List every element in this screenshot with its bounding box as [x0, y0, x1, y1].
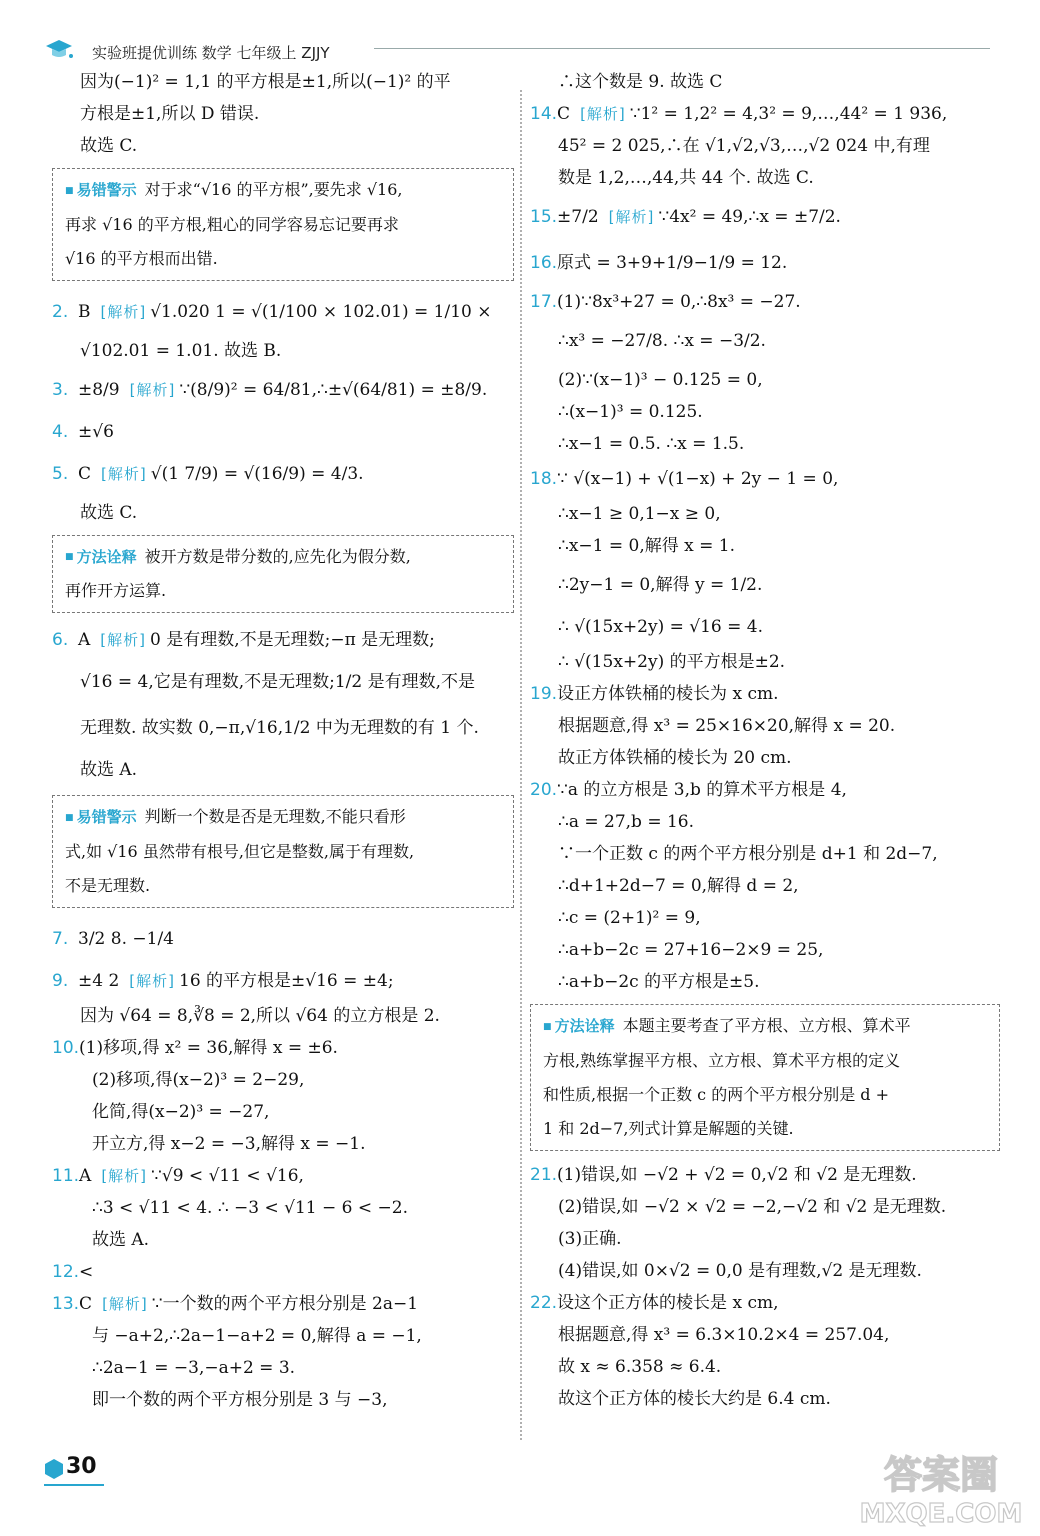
tip-line: 式,如 √16 虽然带有根号,但它是整数,属于有理数,	[65, 841, 415, 861]
answer-text: ∴ √(15x+2y) = √16 = 4.	[558, 617, 763, 637]
analysis-text: ∵4x² = 49,∴x = ±7/2.	[658, 207, 841, 227]
answer-text: (3)正确.	[558, 1228, 622, 1249]
answer-line	[530, 460, 1000, 498]
tip-line: ■ 易错警示 判断一个数是否是无理数,不能只看形	[65, 800, 503, 835]
analysis-tag: [解析]	[100, 302, 147, 321]
answer-line	[52, 1128, 514, 1160]
tip-line: ■ 方法诠释 本题主要考查了平方根、立方根、算术平	[543, 1009, 989, 1044]
answer-line	[530, 498, 1000, 530]
answer-line	[530, 562, 1000, 608]
left-column	[52, 66, 514, 1416]
answer-text: ∴3 < √11 < 4. ∴ −3 < √11 − 6 < −2.	[92, 1197, 409, 1218]
answer-text: ±4 2	[78, 970, 120, 991]
tip-line: √16 的平方根而出错.	[65, 248, 218, 268]
answer-line	[530, 870, 1000, 902]
analysis-tag: [解析]	[101, 1166, 148, 1185]
answer-line	[530, 608, 1000, 646]
question-number: 6.	[52, 630, 69, 650]
answer-line	[52, 1320, 514, 1352]
analysis-tag: [解析]	[101, 464, 147, 483]
answer-text: 3/2 8. −1/4	[78, 928, 174, 949]
answer-line	[530, 1191, 1000, 1223]
right-column	[530, 66, 1000, 1415]
answer-line	[530, 1255, 1000, 1287]
answer-text: 故正方体铁桶的棱长为 20 cm.	[558, 748, 792, 768]
question-number: 12.	[52, 1261, 80, 1282]
answer-text: ∴d+1+2d−7 = 0,解得 d = 2,	[558, 876, 799, 896]
page-number-badge	[44, 1454, 106, 1486]
answer-text: ±√6	[78, 421, 114, 442]
tip-tag: ■ 易错警示	[65, 808, 137, 826]
answer-line	[530, 966, 1000, 998]
tip-line: 方根,熟练掌握平方根、立方根、算术平方根的定义	[543, 1050, 901, 1070]
answer-line	[52, 1032, 514, 1064]
header-title: 实验班提优训练 数学 七年级上 ZJJY	[92, 44, 330, 62]
answer-text: ∴x³ = −27/8. ∴x = −3/2.	[558, 331, 766, 351]
tip-box	[530, 1004, 1000, 1151]
answer-text: 原式 = 3+9+1/9−1/9 = 12.	[557, 253, 788, 273]
page-number: 30	[66, 1454, 97, 1479]
tip-line: 1 和 2d−7,列式计算是解题的关键.	[543, 1118, 794, 1138]
tip-line: ■ 方法诠释 被开方数是带分数的,应先化为假分数,	[65, 540, 503, 575]
answer-line	[530, 1383, 1000, 1415]
answer-line	[52, 451, 514, 497]
tip-tag: ■ 方法诠释	[65, 548, 137, 566]
answer-text: ∴a+b−2c 的平方根是±5.	[558, 972, 760, 992]
answer-line	[530, 774, 1000, 806]
answer-line	[52, 130, 514, 162]
answer-line	[530, 194, 1000, 240]
answer-line	[52, 1288, 514, 1320]
answer-line	[52, 367, 514, 413]
tip-box	[52, 795, 514, 908]
watermark-logo	[856, 1444, 1026, 1530]
answer-text: A	[79, 1165, 92, 1186]
answer-text: ∴2a−1 = −3,−a+2 = 3.	[92, 1357, 296, 1378]
answer-text: C	[78, 463, 92, 484]
answer-line	[52, 98, 514, 130]
answer-text: 设正方体铁桶的棱长为 x cm.	[557, 684, 779, 704]
answer-line	[530, 396, 1000, 428]
page-number-underline	[44, 1484, 104, 1486]
answer-text: (2)∵(x−1)³ − 0.125 = 0,	[558, 370, 763, 390]
question-number: 19.	[530, 684, 558, 704]
answer-text: B	[78, 301, 91, 322]
answer-text: ∵一个正数 c 的两个平方根分别是 d+1 和 2d−7,	[558, 844, 938, 864]
answer-line	[530, 934, 1000, 966]
question-number: 9.	[52, 970, 69, 991]
answer-text: ∴这个数是 9. 故选 C	[558, 72, 723, 92]
answer-text: ∴x−1 = 0.5. ∴x = 1.5.	[558, 434, 745, 454]
answer-line	[52, 1384, 514, 1416]
answer-text: ∴c = (2+1)² = 9,	[558, 908, 701, 928]
answer-text: ∵ √(x−1) + √(1−x) + 2y − 1 = 0,	[557, 469, 839, 489]
answer-line	[530, 162, 1000, 194]
answer-line	[530, 1159, 1000, 1191]
tip-box	[52, 168, 514, 281]
question-number: 15.	[530, 207, 558, 227]
page-marker-icon	[44, 1458, 64, 1480]
answer-line	[530, 646, 1000, 678]
tip-box	[52, 535, 514, 614]
answer-line	[52, 413, 514, 451]
answer-line	[530, 742, 1000, 774]
question-number: 20.	[530, 780, 558, 800]
answer-line	[52, 1096, 514, 1128]
answer-text: √102.01 = 1.01. 故选 B.	[80, 340, 282, 361]
answer-text: 故选 C.	[80, 502, 138, 523]
answer-line	[52, 705, 514, 751]
answer-text: (4)错误,如 0×√2 = 0,0 是有理数,√2 是无理数.	[558, 1260, 922, 1281]
answer-text: 故选 C.	[80, 136, 138, 156]
answer-line	[530, 806, 1000, 838]
answer-line	[52, 335, 514, 367]
tip-tag: ■ 方法诠释	[543, 1017, 615, 1035]
answer-line	[530, 130, 1000, 162]
answer-text: 化简,得(x−2)³ = −27,	[92, 1101, 270, 1122]
question-number: 4.	[52, 421, 69, 442]
answer-text: ∴x−1 ≥ 0,1−x ≥ 0,	[558, 504, 721, 524]
answer-line	[52, 621, 514, 659]
graduation-cap-icon	[44, 36, 74, 62]
analysis-tag: [解析]	[129, 380, 176, 399]
answer-line	[52, 66, 514, 98]
answer-line	[52, 1160, 514, 1192]
answer-line	[52, 289, 514, 335]
answer-line	[52, 962, 514, 1000]
answer-text: ∴2y−1 = 0,解得 y = 1/2.	[558, 575, 763, 595]
answer-line	[530, 364, 1000, 396]
answer-line	[52, 1064, 514, 1096]
answer-text: (2)移项,得(x−2)³ = 2−29,	[92, 1069, 305, 1090]
analysis-tag: [解析]	[580, 105, 626, 123]
watermark-text: 答案圈	[883, 1453, 999, 1497]
answer-line	[52, 659, 514, 705]
answer-line	[52, 497, 514, 529]
answer-text: (1)移项,得 x² = 36,解得 x = ±6.	[79, 1037, 338, 1058]
analysis-text: 16 的平方根是±√16 = ±4;	[179, 970, 394, 991]
answer-text: C	[79, 1293, 93, 1314]
answer-line	[530, 428, 1000, 460]
question-number: 17.	[530, 292, 558, 312]
analysis-tag: [解析]	[608, 208, 655, 226]
answer-text: (2)错误,如 −√2 × √2 = −2,−√2 和 √2 是无理数.	[558, 1196, 947, 1217]
question-number: 11.	[52, 1165, 80, 1186]
question-number: 14.	[530, 104, 558, 124]
answer-text: ∴a+b−2c = 27+16−2×9 = 25,	[558, 940, 824, 960]
answer-text: ∴x−1 = 0,解得 x = 1.	[558, 536, 735, 556]
answer-line	[52, 751, 514, 789]
answer-text: 即一个数的两个平方根分别是 3 与 −3,	[92, 1389, 388, 1410]
tip-line: 再作开方运算.	[65, 581, 167, 600]
answer-text: 故选 A.	[92, 1229, 150, 1250]
answer-line	[530, 98, 1000, 130]
answer-text: ±8/9	[78, 379, 120, 400]
answer-line	[52, 1000, 514, 1032]
analysis-tag: [解析]	[102, 1294, 148, 1313]
answer-line	[52, 916, 514, 962]
answer-line	[52, 1192, 514, 1224]
question-number: 13.	[52, 1293, 80, 1314]
question-number: 21.	[530, 1164, 558, 1185]
tip-line: ■ 易错警示 对于求“√16 的平方根”,要先求 √16,	[65, 173, 503, 208]
answer-line	[52, 1352, 514, 1384]
column-divider	[520, 90, 522, 1440]
answer-text: √16 = 4,它是有理数,不是无理数;1/2 是有理数,不是	[80, 672, 476, 692]
answer-line	[530, 286, 1000, 318]
question-number: 3.	[52, 379, 69, 400]
answer-text: ±7/2	[557, 207, 599, 227]
question-number: 10.	[52, 1037, 80, 1058]
answer-line	[530, 678, 1000, 710]
answer-text: 因为 √64 = 8,∛8 = 2,所以 √64 的立方根是 2.	[80, 1005, 440, 1026]
analysis-text: ∵√9 < √11 < √16,	[151, 1165, 304, 1186]
answer-text: 根据题意,得 x³ = 25×16×20,解得 x = 20.	[558, 716, 896, 736]
answer-text: 根据题意,得 x³ = 6.3×10.2×4 = 257.04,	[558, 1324, 890, 1345]
answer-text: <	[79, 1261, 94, 1282]
answer-text: 因为(−1)² = 1,1 的平方根是±1,所以(−1)² 的平	[80, 72, 451, 92]
analysis-text: √1.020 1 = √(1/100 × 102.01) = 1/10 ×	[150, 301, 492, 322]
analysis-text: √(1 7/9) = √(16/9) = 4/3.	[150, 463, 364, 484]
analysis-text: 0 是有理数,不是无理数;−π 是无理数;	[150, 630, 435, 650]
answer-text: (1)错误,如 −√2 + √2 = 0,√2 和 √2 是无理数.	[557, 1164, 917, 1185]
answer-line	[530, 710, 1000, 742]
tip-line: 再求 √16 的平方根,粗心的同学容易忘记要再求	[65, 214, 399, 234]
analysis-text: ∵1² = 1,2² = 4,3² = 9,…,44² = 1 936,	[629, 104, 948, 124]
analysis-text: ∵(8/9)² = 64/81,∴±√(64/81) = ±8/9.	[179, 379, 488, 400]
tip-line: 和性质,根据一个正数 c 的两个平方根分别是 d +	[543, 1084, 890, 1104]
page-header	[44, 36, 990, 66]
answer-text: 故选 A.	[80, 760, 138, 780]
question-number: 7.	[52, 928, 69, 949]
question-number: 5.	[52, 463, 69, 484]
question-number: 16.	[530, 253, 558, 273]
tip-line: 不是无理数.	[65, 875, 151, 895]
answer-text: ∵a 的立方根是 3,b 的算术平方根是 4,	[557, 780, 847, 800]
question-number: 22.	[530, 1292, 558, 1313]
analysis-text: ∵一个数的两个平方根分别是 2a−1	[151, 1293, 419, 1314]
answer-text: 无理数. 故实数 0,−π,√16,1/2 中为无理数的有 1 个.	[80, 718, 479, 738]
answer-text: 故这个正方体的棱长大约是 6.4 cm.	[558, 1388, 831, 1409]
tip-tag: ■ 易错警示	[65, 181, 137, 199]
answer-text: 45² = 2 025,∴在 √1,√2,√3,…,√2 024 中,有理	[558, 136, 930, 156]
answer-line	[530, 1287, 1000, 1319]
answer-text: ∴ √(15x+2y) 的平方根是±2.	[558, 652, 786, 672]
question-number: 18.	[530, 469, 558, 489]
question-number: 2.	[52, 301, 69, 322]
answer-line	[530, 1223, 1000, 1255]
answer-line	[52, 1256, 514, 1288]
answer-line	[530, 66, 1000, 98]
answer-line	[530, 838, 1000, 870]
answer-text: A	[78, 630, 91, 650]
answer-text: ∴(x−1)³ = 0.125.	[558, 402, 703, 422]
analysis-tag: [解析]	[129, 971, 175, 990]
analysis-tag: [解析]	[100, 631, 146, 649]
answer-text: 设这个正方体的棱长是 x cm,	[557, 1292, 779, 1313]
answer-text: 开立方,得 x−2 = −3,解得 x = −1.	[92, 1133, 366, 1154]
answer-line	[530, 530, 1000, 562]
answer-text: 故 x ≈ 6.358 ≈ 6.4.	[558, 1356, 722, 1377]
watermark-domain: MXQE.COM	[859, 1499, 1023, 1529]
answer-line	[530, 1351, 1000, 1383]
answer-text: C	[557, 104, 571, 124]
answer-line	[530, 1319, 1000, 1351]
answer-text: ∴a = 27,b = 16.	[558, 812, 695, 832]
answer-line	[530, 240, 1000, 286]
answer-line	[530, 902, 1000, 934]
answer-text: 方根是±1,所以 D 错误.	[80, 104, 260, 124]
answer-line	[52, 1224, 514, 1256]
answer-text: (1)∵8x³+27 = 0,∴8x³ = −27.	[557, 292, 801, 312]
answer-line	[530, 318, 1000, 364]
header-rule	[374, 48, 990, 49]
answer-text: 与 −a+2,∴2a−1−a+2 = 0,解得 a = −1,	[92, 1325, 422, 1346]
answer-text: 数是 1,2,…,44,共 44 个. 故选 C.	[558, 168, 814, 188]
